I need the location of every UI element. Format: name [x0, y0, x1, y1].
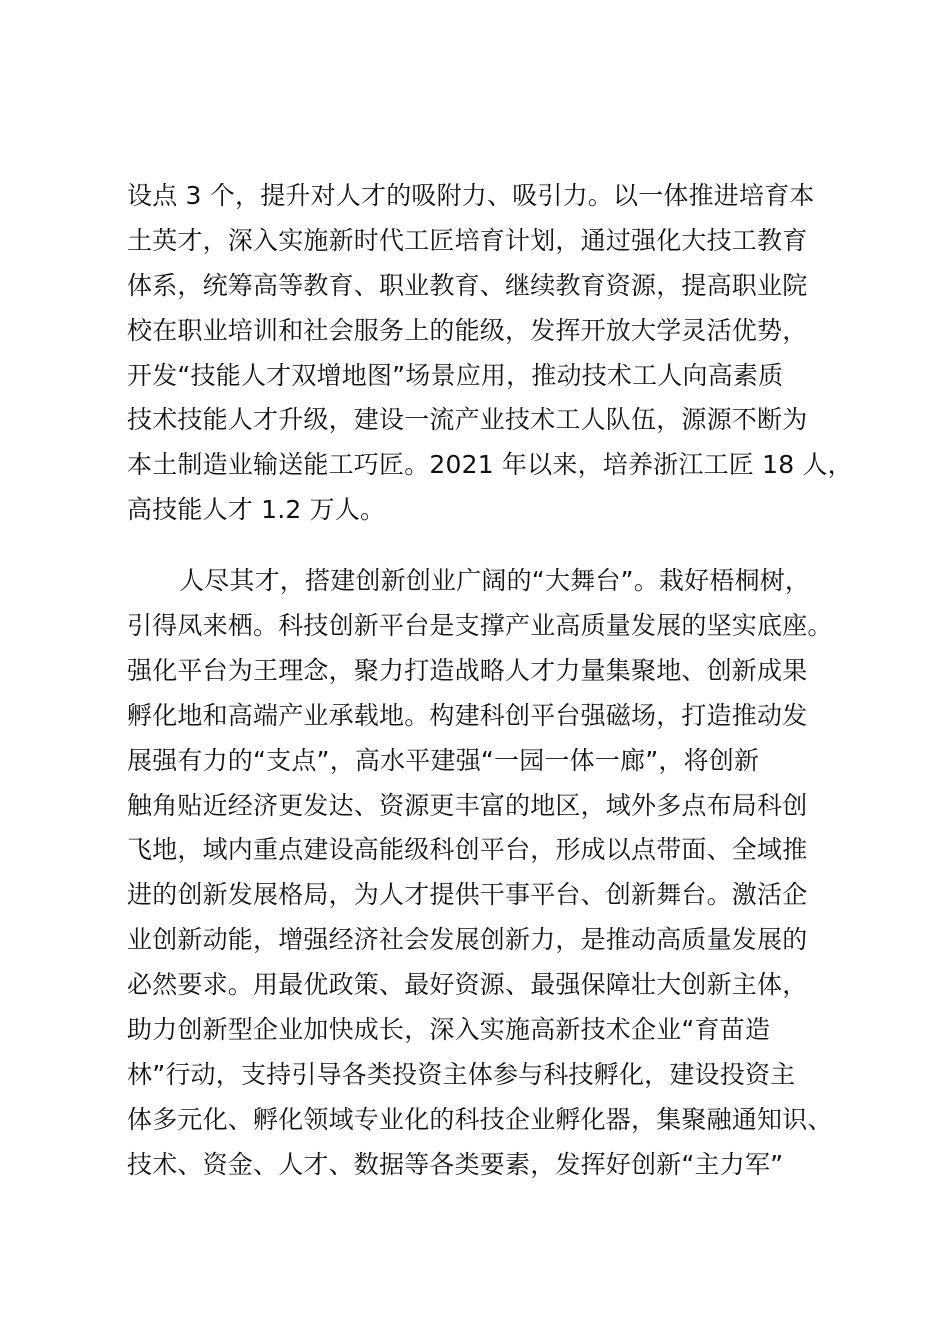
body-text [127, 174, 853, 1188]
text-line: 设点 3 个，提升对人才的吸附力、吸引力。以一体推进培育本 [127, 181, 815, 210]
text-line: 体系，统筹高等教育、职业教育、继续教育资源，提高职业院 [127, 270, 808, 300]
text-line: 体多元化、孵化领域专业化的科技企业孵化器，集聚融通知识、 [127, 1104, 833, 1134]
text-line: 展强有力的“支点”，高水平建强“一园一体一廊”，将创新 [127, 745, 760, 775]
paragraph-2 [127, 559, 837, 1187]
text-line: 触角贴近经济更发达、资源更丰富的地区，域外多点布局科创 [127, 790, 808, 820]
text-line: 进的创新发展格局，为人才提供干事平台、创新舞台。激活企 [127, 880, 808, 910]
text-line: 土英才，深入实施新时代工匠培育计划，通过强化大技工教育 [127, 225, 808, 255]
text-line: 开发“技能人才双增地图”场景应用，推动技术工人向高素质 [127, 360, 784, 390]
text-line: 林”行动，支持引导各类投资主体参与科技孵化，建设投资主 [127, 1059, 796, 1089]
text-line: 技术技能人才升级，建设一流产业技术工人队伍，源源不断为 [127, 405, 808, 435]
text-line: 业创新动能，增强经济社会发展创新力，是推动高质量发展的 [127, 925, 808, 955]
text-line: 人尽其才，搭建创新创业广阔的“大舞台”。栽好梧桐树， [179, 566, 811, 596]
text-line: 高技能人才 1.2 万人。 [127, 495, 386, 525]
text-line: 必然要求。用最优政策、最好资源、最强保障壮大创新主体， [127, 970, 808, 1000]
text-line: 技术、资金、人才、数据等各类要素，发挥好创新“主力军” [127, 1149, 784, 1179]
text-line: 引得凤来栖。科技创新平台是支撑产业高质量发展的坚实底座。 [127, 611, 833, 641]
text-line: 孵化地和高端产业承载地。构建科创平台强磁场，打造推动发 [127, 700, 808, 730]
text-line: 本土制造业输送能工巧匠。2021 年以来，培养浙江工匠 18 人， [127, 450, 853, 480]
paragraph-gap [127, 533, 837, 559]
paragraph-1 [127, 174, 853, 533]
text-line: 校在职业培训和社会服务上的能级，发挥开放大学灵活优势， [127, 315, 808, 345]
text-line: 飞地，域内重点建设高能级科创平台，形成以点带面、全域推 [127, 835, 808, 865]
text-line: 强化平台为王理念，聚力打造战略人才力量集聚地、创新成果 [127, 655, 808, 685]
text-line: 助力创新型企业加快成长，深入实施高新技术企业“育苗造 [127, 1015, 771, 1045]
